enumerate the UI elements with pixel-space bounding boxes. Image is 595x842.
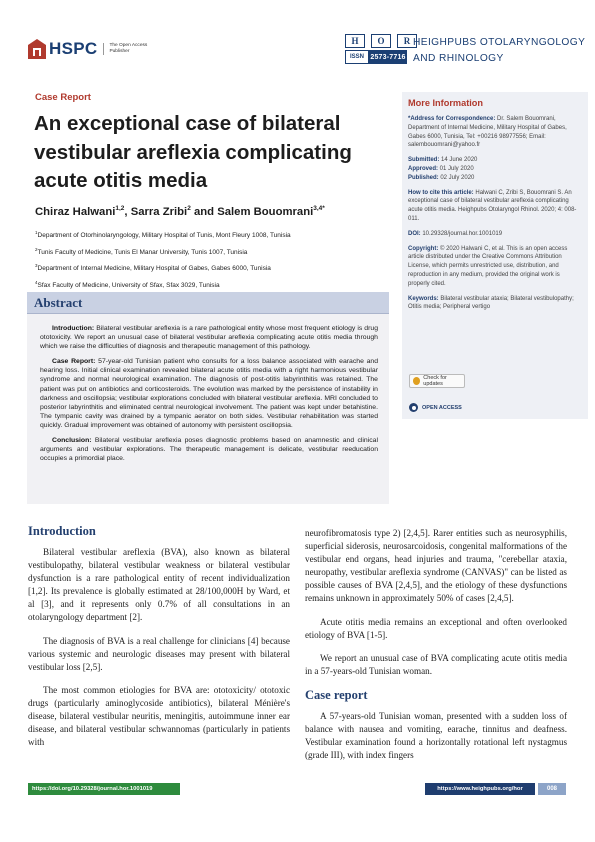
body-paragraph: A 57-years-old Tunisian woman, presented with a sudden loss of balance with nausea and vomiting, earache, tinnitus and deafness. Vestibular examination found a horizontally rotational left nystagmus (grade III), with index fingers (305, 711, 567, 761)
body-paragraph: The diagnosis of BVA is a real challenge for clinicians [4] because various systemic and neurologic diseases may present with bilateral vestibular loss [2,5]. (28, 635, 290, 672)
citation-block: How to cite this article: Halwani C, Zribi S, Bouomrani S. An exceptional case of bilateral vestibular areflexia complicating acute otitis media. Heighpubs Otolaryngol Rhinol. 2020; 4: 008-011. (408, 189, 577, 222)
hspc-house-icon (28, 39, 46, 59)
open-access-icon (409, 403, 418, 412)
sidebar-body (408, 115, 578, 318)
doi-block: DOI: 10.29328/journal.hor.1001019 (408, 230, 503, 237)
author-list (35, 205, 325, 218)
body-paragraph: Acute otitis media remains an exceptional and often overlooked etiology of BVA [1-5]. (305, 616, 567, 640)
body-right-column (305, 527, 567, 688)
author-separator: and (190, 205, 218, 218)
issn-bar (345, 50, 407, 64)
author-affil-sup: 3,4* (313, 205, 325, 212)
author-name: Salem Bouomrani (217, 205, 314, 218)
affiliation-item: $^2$Tunis Faculty of Medicine, Tunis El Manar University, Tunis 1007, Tunisia (35, 246, 248, 256)
copyright-block: Copyright: © 2020 Halwani C, et al. This is an open access article distributed under the Creative Commons Attribution License, which permits unrestricted use, distribution, and reproduction in any medium, provided the original work is properly cited. (408, 245, 568, 287)
journal-letter-o: O (371, 34, 391, 48)
affiliation-list (35, 226, 375, 293)
journal-letter-r: R (397, 34, 417, 48)
body-paragraph: The most common etiologies for BVA are: ototoxicity/ ototoxic drugs (particularly aminoglycoside antibiotics), bilateral Ménière's disease, bilateral vestibular neuritis, meningitis, autoimmune inner ear disease, and bilateral vestibular schwannomas (particularly in patients with (28, 684, 290, 748)
body-paragraph: neurofibromatosis type 2) [2,4,5]. Rarer entities such as neurosyphilis, superficial siderosis, neurosarcoidosis, congenital malformations of the vestibular end organs, head injuries and trauma, "cerebellar ataxia, neuropathy, vestibular areflexia syndrome (CANVAS)" can be listed as possible causes of BVA [2,4,5], and the etiology of these dysfunctions remains unknown in approximately 50% of cases [2,4,5]. (305, 528, 567, 604)
body-paragraph: We report an unusual case of BVA complicating acute otitis media in a 57-years-old Tunisian woman. (305, 652, 567, 676)
correspondence-block: *Address for Correspondence: Dr. Salem Bouomrani, Department of Internal Medicine, Military Hospital of Gabes, Gabes 6000, Tunisia, Tel: +00216 98977556; Email: salembouomrani@yahoo.fr (408, 116, 567, 149)
publisher-name: HSPC (49, 39, 98, 58)
affiliation-item: $^1$Department of Otorhinolaryngology, Military Hospital of Tunis, Mont Fleury 1008, Tunisia (35, 230, 291, 240)
affiliation-item: $^3$Department of Internal Medicine, Military Hospital of Gabes, Gabes 6000, Tunisia (35, 263, 271, 273)
abstract-introduction: Introduction: Bilateral vestibular areflexia is a rare pathological entity whose most frequent etiology is drug ototoxicity. We report an unusual case of bilateral vestibular areflexia complicating acute otitis media through which we raise the difficulties of diagnosis and therapeutic management of this pathology. (40, 325, 378, 351)
body-paragraph: Bilateral vestibular areflexia (BVA), also known as bilateral vestibulopathy, bilateral vestibular weakness or bilateral vestibular dysfunction is a rare pathological entity of recent individualization [1,2]. Its prevalence is globally estimated at 28/100,000H by Ward, et al [3], and it represents only 0.7% of all consultations in an otolaryngology department [2]. (28, 547, 290, 623)
issn-value: 2573-7716 (369, 50, 407, 64)
open-access-badge: OPEN ACCESS (409, 403, 462, 412)
page-number: 008 (538, 783, 566, 795)
article-type-label: Case Report (35, 92, 91, 103)
case-report-body (305, 710, 567, 772)
abstract-heading: Abstract (34, 295, 83, 310)
published-date: Published: 02 July 2020 (408, 174, 475, 181)
journal-badge (345, 34, 423, 61)
author-affil-sup: 2 (187, 205, 191, 212)
check-updates-icon (413, 377, 420, 385)
author-name: Chiraz Halwani (35, 205, 116, 218)
introduction-heading: Introduction (28, 524, 96, 538)
dates-block (408, 156, 578, 182)
footer-doi-link[interactable]: https://doi.org/10.29328/journal.hor.1001019 (28, 783, 180, 795)
journal-letter-h: H (345, 34, 365, 48)
check-for-updates-button[interactable]: Check for updates (409, 374, 465, 388)
abstract-conclusion: Conclusion: Bilateral vestibular areflexia poses diagnostic problems based on anamnestic and clinical arguments and vestibular explorations. The therapeutic management is delicate, vestibular reeducation occupies a primordial place. (40, 437, 378, 463)
case-report-heading: Case report (305, 688, 368, 702)
abstract-body (40, 324, 378, 469)
author-name: Sarra Zribi (130, 205, 188, 218)
author-affil-sup: 1,2 (115, 205, 125, 212)
issn-label: ISSN (345, 50, 369, 64)
publisher-logo (28, 37, 147, 61)
approved-date: Approved: 01 July 2020 (408, 165, 474, 172)
author-separator: , (124, 205, 131, 218)
sidebar-title: More Information (408, 98, 484, 108)
keywords-block: Keywords: Bilateral vestibular ataxia; Bilateral vestibulopathy; Otitis media; Peripheral vertigo (408, 295, 574, 311)
abstract-header (27, 292, 389, 314)
journal-title: HEIGHPUBS OTOLARYNGOLOGY AND RHINOLOGY (413, 37, 586, 64)
abstract-case-report: Case Report: 57-year-old Tunisian patient who consults for a loss balance associated with earache and hearing loss. Initial clinical examination revealed bilateral acute otitis media with a right harmonious vestibular syndrome and normal neurological examination. The diagnosis of post-otitis labyrinthitis was retained. The patient was put on antibiotics and corticosteroids. The evolution was marked by the persistence of instability in darkness and oscillopsia; vestibular explorations concluded with bilateral vestibular areflexia. MRI concluded to posterior labyrinthitis and eliminated central neurological involvement. The patient was kept under betahistine. The tympanic cavity was drained by a tympanic aerator on both sides. Vestibular rehabilitation was started quickly. Gradual improvement was obtained of autonomy with persistent oscillopsia. (40, 358, 379, 429)
article-title: An exceptional case of bilateral vestibular areflexia complicating acute otitis media (34, 112, 352, 192)
body-left-column (28, 546, 290, 759)
affiliation-item: $^4$Sfax Faculty of Medicine, University of Sfax, Sfax 3029, Tunisia (35, 279, 220, 290)
submitted-date: Submitted: 14 June 2020 (408, 157, 478, 164)
publisher-tagline: The Open Access Publisher (103, 43, 147, 54)
footer-site-link[interactable]: https://www.heighpubs.org/hor (425, 783, 535, 795)
